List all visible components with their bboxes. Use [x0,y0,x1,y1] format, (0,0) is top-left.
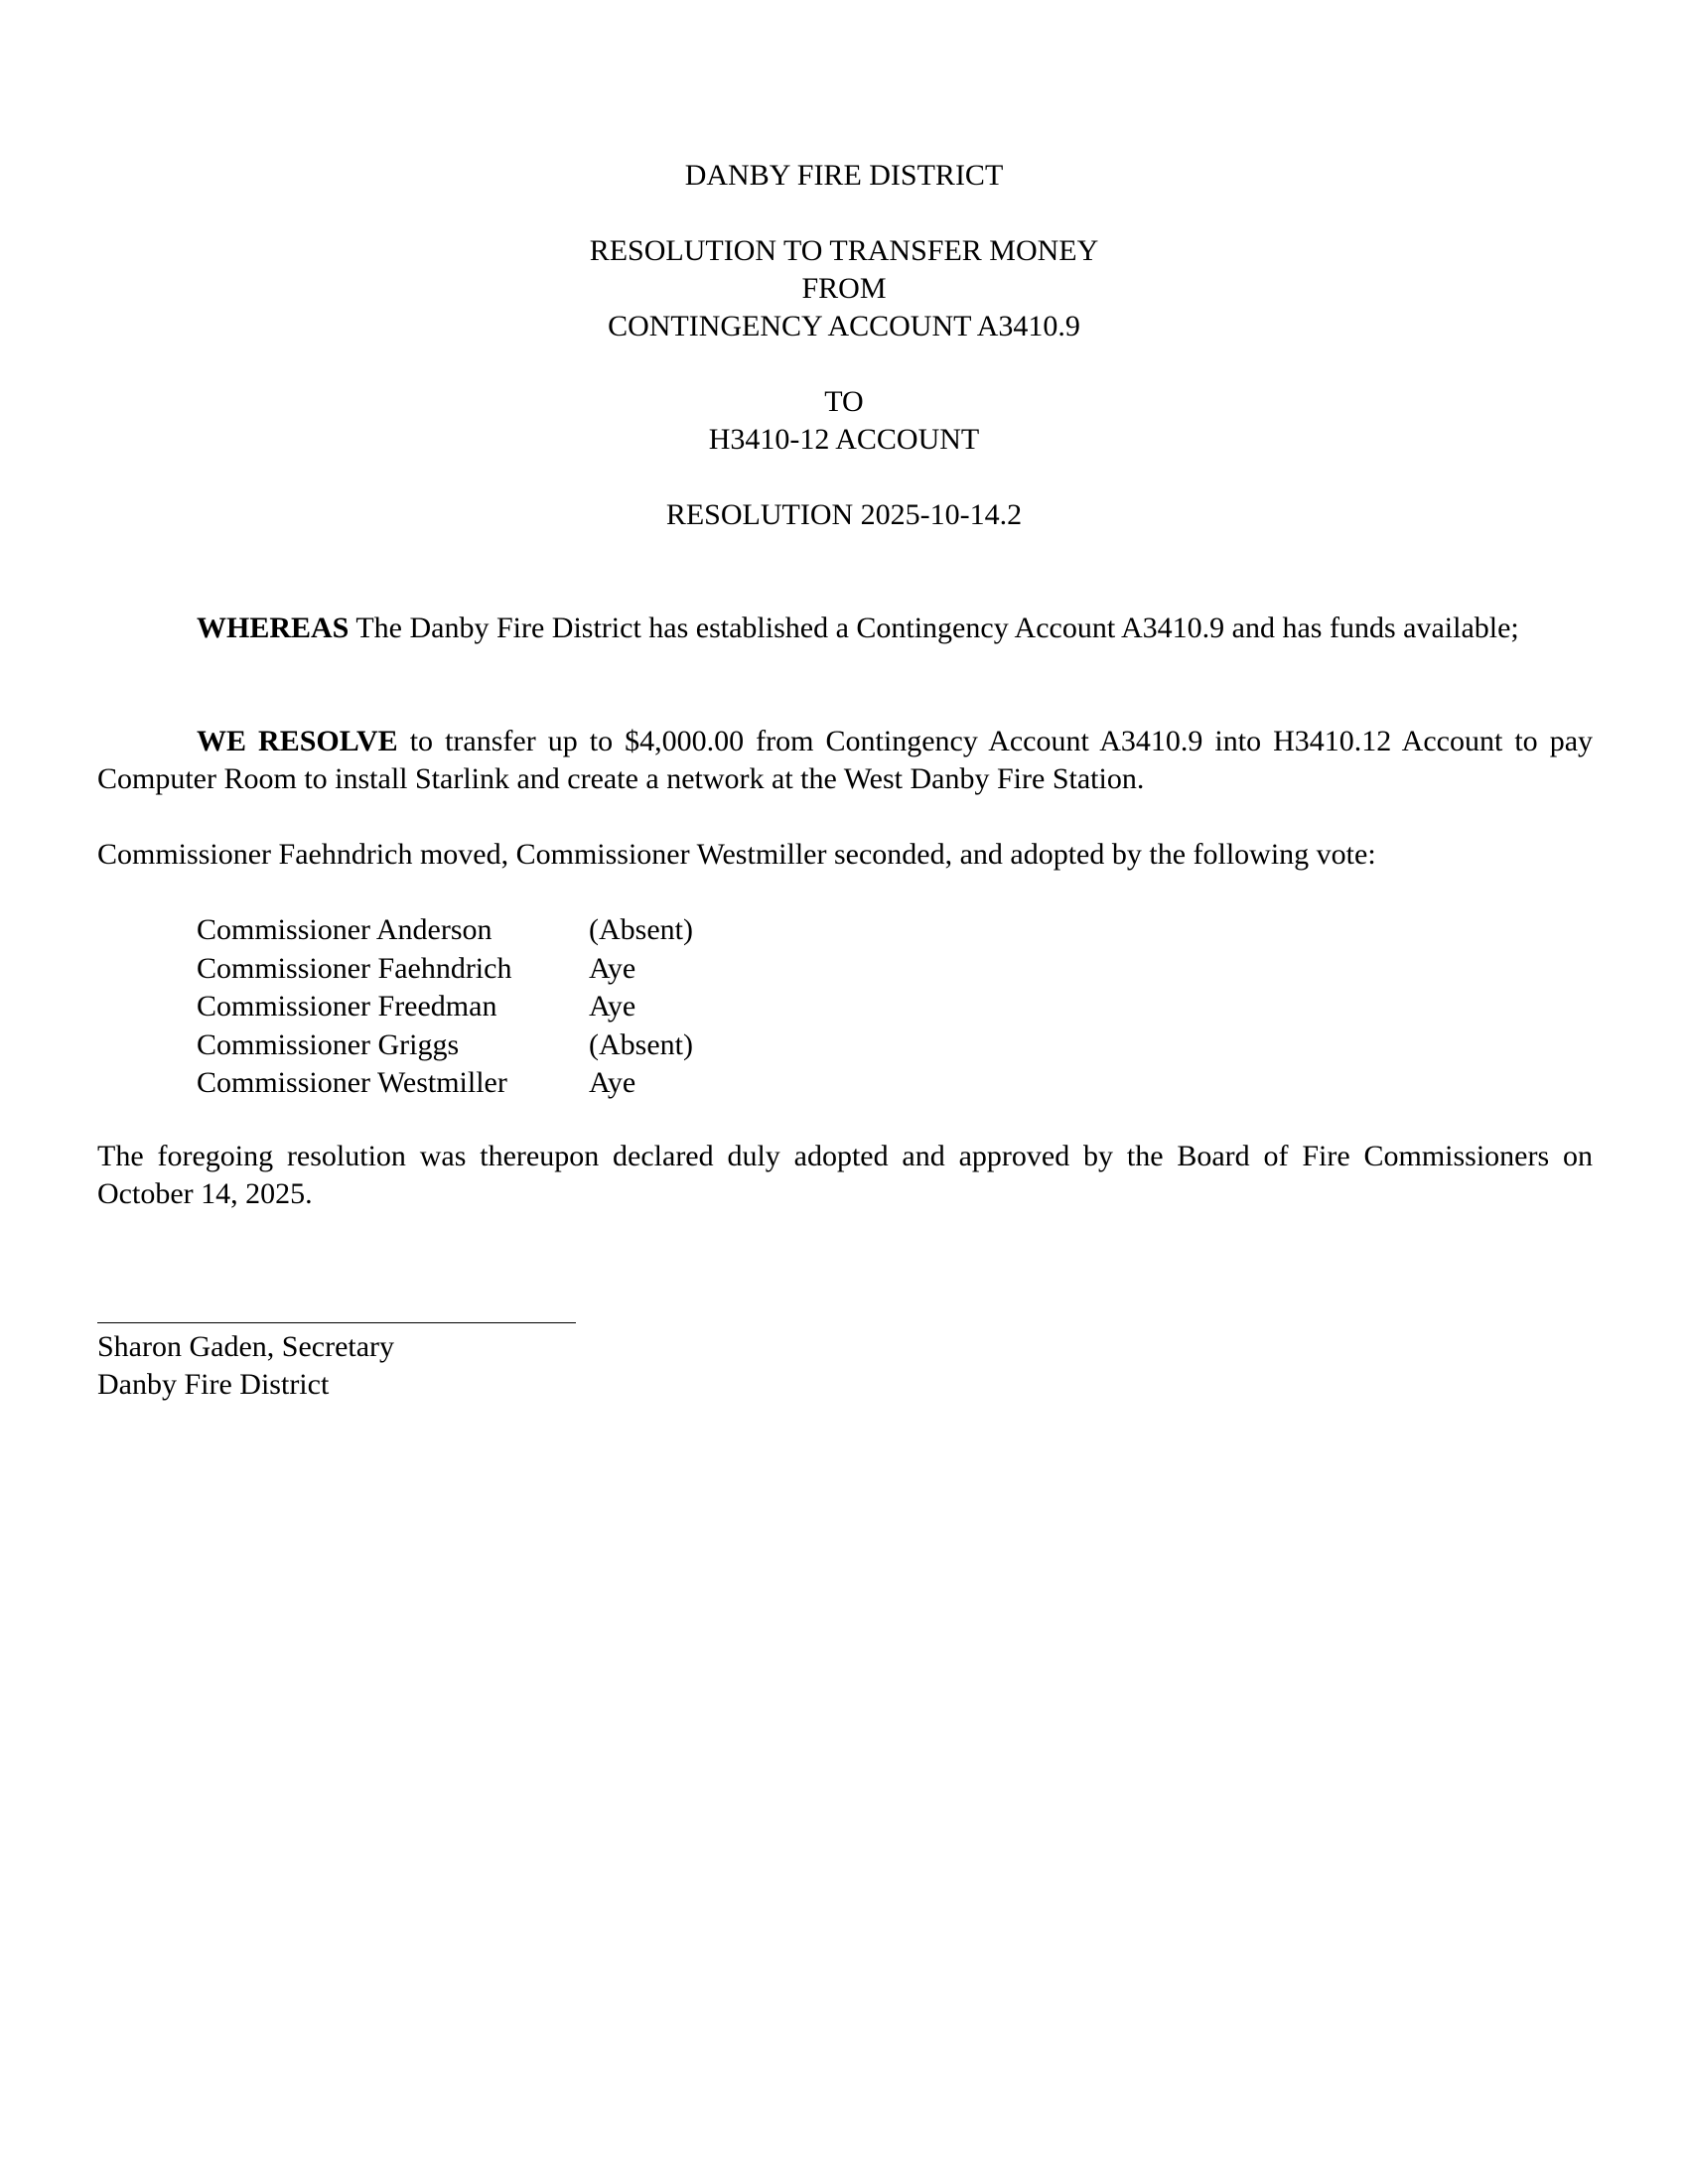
vote-table [197,911,693,1103]
commissioner-name: Commissioner Faehndrich [197,951,512,985]
commissioner-vote: Aye [589,990,636,1023]
resolution-number: RESOLUTION 2025-10-14.2 [665,498,1023,531]
commissioner-name: Commissioner Griggs [197,1027,460,1061]
resolve-text: to transfer up to $4,000.00 from Contingency Account A3410.9 into H3410.12 Account to pay Computer Room to install Starlink and create a network at the West Danby Fire Station. [97,725,1594,795]
conclusion-paragraph: The foregoing resolution was thereupon declared duly adopted and approved by the Board of Fire Commissioners on October 14, 2025. [97,1140,1593,1210]
title-line-1: RESOLUTION TO TRANSFER MONEY [589,234,1099,267]
signer-name-title: Sharon Gaden, Secretary [97,1330,395,1363]
commissioner-vote: Aye [589,951,636,985]
vote-row [197,988,693,1026]
commissioner-name: Commissioner Westmiller [197,1066,507,1099]
signer-organization: Danby Fire District [97,1368,330,1401]
signature-block [97,1328,394,1404]
signature-line [97,1322,576,1323]
vote-row [197,911,693,950]
vote-row [197,950,693,989]
vote-row [197,1064,693,1103]
title-line-3: CONTINGENCY ACCOUNT A3410.9 [608,310,1080,342]
district-heading: DANBY FIRE DISTRICT [684,159,1004,192]
to-line-1: TO [824,385,864,418]
whereas-paragraph [97,610,1593,647]
commissioner-vote: (Absent) [589,1027,693,1061]
title-line-2: FROM [801,272,887,305]
whereas-lead: WHEREAS [197,612,350,644]
motion-paragraph: Commissioner Faehndrich moved, Commissioner Westmiller seconded, and adopted by the following vote: [97,838,1376,871]
commissioner-name: Commissioner Anderson [197,913,492,946]
resolve-paragraph [97,723,1593,798]
commissioner-vote: Aye [589,1066,636,1099]
commissioner-name: Commissioner Freedman [197,990,497,1023]
vote-row [197,1026,693,1065]
commissioner-vote: (Absent) [589,913,693,946]
to-line-2: H3410-12 ACCOUNT [708,423,980,456]
resolve-lead: WE RESOLVE [197,725,398,757]
whereas-text: The Danby Fire District has established a Contingency Account A3410.9 and has funds available; [355,612,1519,644]
